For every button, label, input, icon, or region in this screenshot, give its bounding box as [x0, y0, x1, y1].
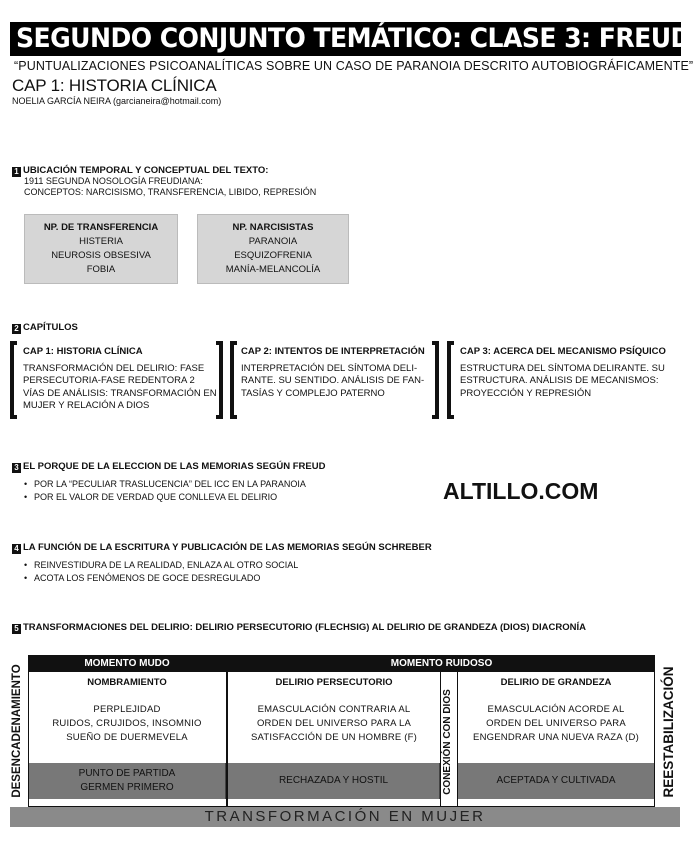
box-item: HISTERIA [79, 236, 123, 247]
text-line: SUEÑO DE DUERMEVELA [66, 732, 188, 743]
col-persecutorio-text [228, 703, 440, 745]
section-heading-text: LA FUNCIÓN DE LA ESCRITURA Y PUBLICACIÓN DE LAS MEMORIAS SEGÚN SCHREBER [23, 542, 432, 553]
list-item: • ACOTA LOS FENÓMENOS DE GOCE DESREGULADO [22, 572, 298, 585]
text-line: PERPLEJIDAD [93, 704, 161, 715]
section-4-bullets [22, 559, 298, 585]
label-conexion-con-dios: CONEXIÓN CON DIOS [442, 689, 453, 795]
text-line: SATISFACCIÓN DE UN HOMBRE (F) [250, 732, 418, 743]
header-momento-mudo: MOMENTO MUDO [28, 655, 226, 672]
bracket-left [10, 341, 17, 419]
section-heading-text: EL PORQUE DE LA ELECCION DE LAS MEMORIAS SEGÚN FREUD [23, 461, 326, 472]
section-2-heading [12, 322, 78, 334]
section-heading-text: UBICACIÓN TEMPORAL Y CONCEPTUAL DEL TEXTO: [23, 165, 269, 176]
divider [440, 672, 441, 807]
box-title: NP. DE TRANSFERENCIA [43, 222, 159, 233]
title-bar [10, 22, 691, 56]
footer-transformacion: TRANSFORMACIÓN EN MUJER [10, 807, 680, 827]
page-title: SEGUNDO CONJUNTO TEMÁTICO: CLASE 3: FREUD [16, 23, 691, 54]
section-4-heading [12, 542, 432, 554]
list-item: • REINVESTIDURA DE LA REALIDAD, ENLAZA AL OTRO SOCIAL [22, 559, 298, 572]
section-3-heading [12, 461, 325, 473]
section-number: 4 [12, 544, 21, 554]
label-reestabilizacion: REESTABILIZACIÓN [661, 666, 676, 798]
box-item: MANÍA-MELANCOLÍA [225, 264, 321, 275]
delirium-table [10, 655, 680, 808]
box-item: ESQUIZOFRENIA [234, 250, 312, 261]
text-line: RUIDOS, CRUJIDOS, INSOMNIO [52, 718, 202, 729]
box-title: NP. NARCISISTAS [232, 222, 314, 233]
col-nombramiento-title: NOMBRAMIENTO [87, 677, 167, 688]
header-momento-ruidoso: MOMENTO RUIDOSO [228, 655, 655, 672]
chapter-2-title: CAP 2: INTENTOS DE INTERPRETACIÓN [241, 346, 425, 357]
text-line: ORDEN DEL UNIVERSO PARA [486, 718, 626, 729]
list-item: • POR LA “PECULIAR TRASLUCENCIA” DEL ICC EN LA PARANOIA [22, 478, 306, 491]
chapter-1-title: CAP 1: HISTORIA CLÍNICA [23, 346, 143, 357]
cell-rechazada-y-hostil [228, 763, 440, 799]
text-line: RECHAZADA Y HOSTIL [278, 775, 389, 786]
text-line: ENGENDRAR UNA NUEVA RAZA (D) [473, 732, 639, 743]
section-number: 2 [12, 324, 21, 334]
chapter-3-title: CAP 3: ACERCA DEL MECANISMO PSÍQUICO [460, 346, 666, 357]
box-np-narcisistas [197, 214, 349, 284]
bracket-left [230, 341, 237, 419]
section-heading-text: TRANSFORMACIONES DEL DELIRIO: DELIRIO PERSECUTORIO (FLECHSIG) AL DELIRIO DE GRANDEZA (DIOS) DIACRONÍA [23, 622, 586, 633]
bracket-left [447, 341, 454, 419]
chapter-heading: CAP 1: HISTORIA CLÍNICA [12, 76, 217, 95]
bracket-right [216, 341, 223, 419]
section-heading-text: CAPÍTULOS [23, 322, 78, 333]
text-line: ACEPTADA Y CULTIVADA [496, 775, 616, 786]
list-item: • POR EL VALOR DE VERDAD QUE CONLLEVA EL DELIRIO [22, 491, 306, 504]
col-nombramiento-text [28, 703, 226, 745]
subtitle: “PUNTUALIZACIONES PSICOANALÍTICAS SOBRE UN CASO DE PARANOIA DESCRITO AUTOBIOGRÁFICAMENTE” [14, 59, 694, 73]
author-line: NOELIA GARCÍA NEIRA (garcianeira@hotmail.com) [12, 96, 222, 106]
section-number: 1 [12, 167, 21, 177]
section-1-line-1: 1911 SEGUNDA NOSOLOGÍA FREUDIANA: [24, 176, 203, 186]
box-item: FOBIA [86, 264, 116, 275]
section-5-heading [12, 622, 586, 634]
cell-aceptada-y-cultivada [458, 763, 654, 799]
box-np-transferencia [24, 214, 178, 284]
section-1-line-2: CONCEPTOS: NARCISISMO, TRANSFERENCIA, LIBIDO, REPRESIÓN [24, 187, 317, 197]
text-line: PUNTO DE PARTIDA [78, 768, 176, 779]
chapter-2-text: INTERPRETACIÓN DEL SÍNTOMA DELI-RANTE. SU SENTIDO. ANÁLISIS DE FAN-TASÍAS Y COMPLEJO PATERNO [241, 363, 425, 399]
chapter-1-text: TRANSFORMACIÓN DEL DELIRIO: FASE PERSECUTORIA-FASE REDENTORA 2 VÍAS DE ANÁLISIS: TRANSFORMACIÓN EN MUJER Y RELACIÓN A DIOS [23, 363, 217, 411]
chapter-3-text: ESTRUCTURA DEL SÍNTOMA DELIRANTE. SU ESTRUCTURA. ANÁLISIS DE MECANISMOS: PROYECCIÓN Y REPRESIÓN [460, 363, 665, 399]
text-line: GERMEN PRIMERO [80, 782, 174, 793]
text-line: EMASCULACIÓN ACORDE AL [487, 704, 625, 715]
col-persecutorio-title: DELIRIO PERSECUTORIO [275, 677, 393, 688]
section-3-bullets [22, 478, 306, 504]
watermark-text: ALTILLO.COM [443, 478, 599, 504]
bracket-right [432, 341, 439, 419]
text-line: ORDEN DEL UNIVERSO PARA LA [256, 718, 412, 729]
section-number: 5 [12, 624, 21, 634]
section-number: 3 [12, 463, 21, 473]
text-line: EMASCULACIÓN CONTRARIA AL [257, 704, 411, 715]
box-item: PARANOIA [248, 236, 298, 247]
label-desencadenamiento: DESENCADENAMIENTO [11, 664, 23, 798]
cell-punto-de-partida [29, 763, 226, 799]
box-item: NEUROSIS OBSESIVA [51, 250, 151, 261]
col-grandeza-title: DELIRIO DE GRANDEZA [500, 677, 612, 688]
col-grandeza-text [458, 703, 654, 745]
